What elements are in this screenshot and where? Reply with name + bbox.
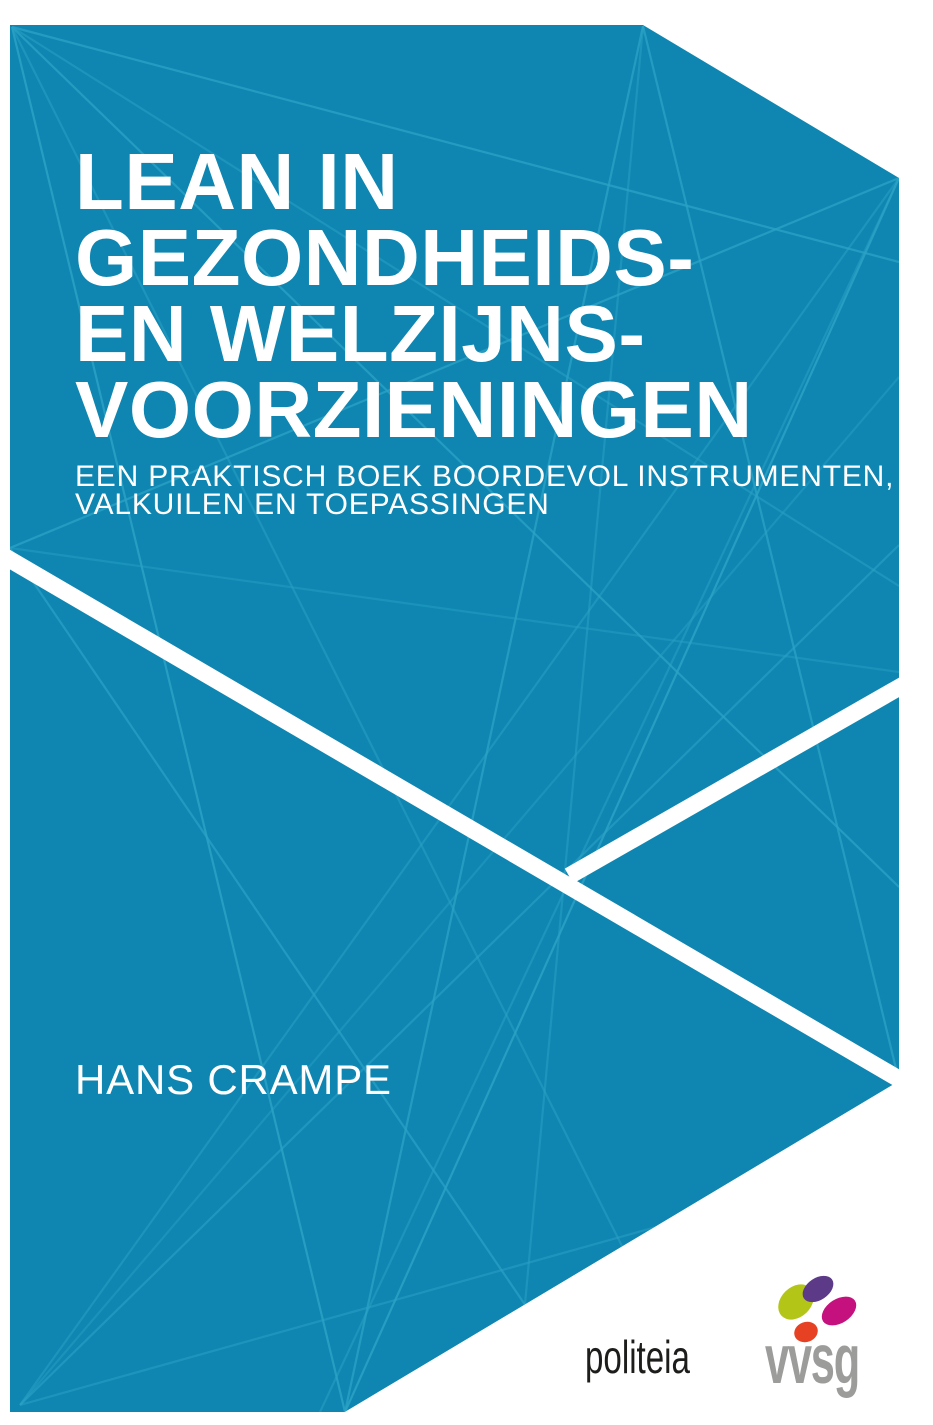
title-line-4: VOORZIENINGEN	[75, 365, 753, 454]
book-subtitle	[75, 460, 895, 521]
author-name: HANS CRAMPE	[75, 1056, 392, 1103]
subtitle-line-2: VALKUILEN EN TOEPASSINGEN	[75, 488, 550, 521]
book-title	[75, 137, 753, 454]
title-line-1: LEAN IN	[75, 137, 399, 226]
subtitle-line-1: EEN PRAKTISCH BOEK BOORDEVOL INSTRUMENTEN,	[75, 460, 895, 493]
title-line-2: GEZONDHEIDS-	[75, 213, 695, 302]
title-line-3: EN WELZIJNS-	[75, 289, 646, 378]
vvsg-logo: vvsg	[765, 1320, 859, 1398]
politeia-logo: politeia	[585, 1331, 690, 1383]
